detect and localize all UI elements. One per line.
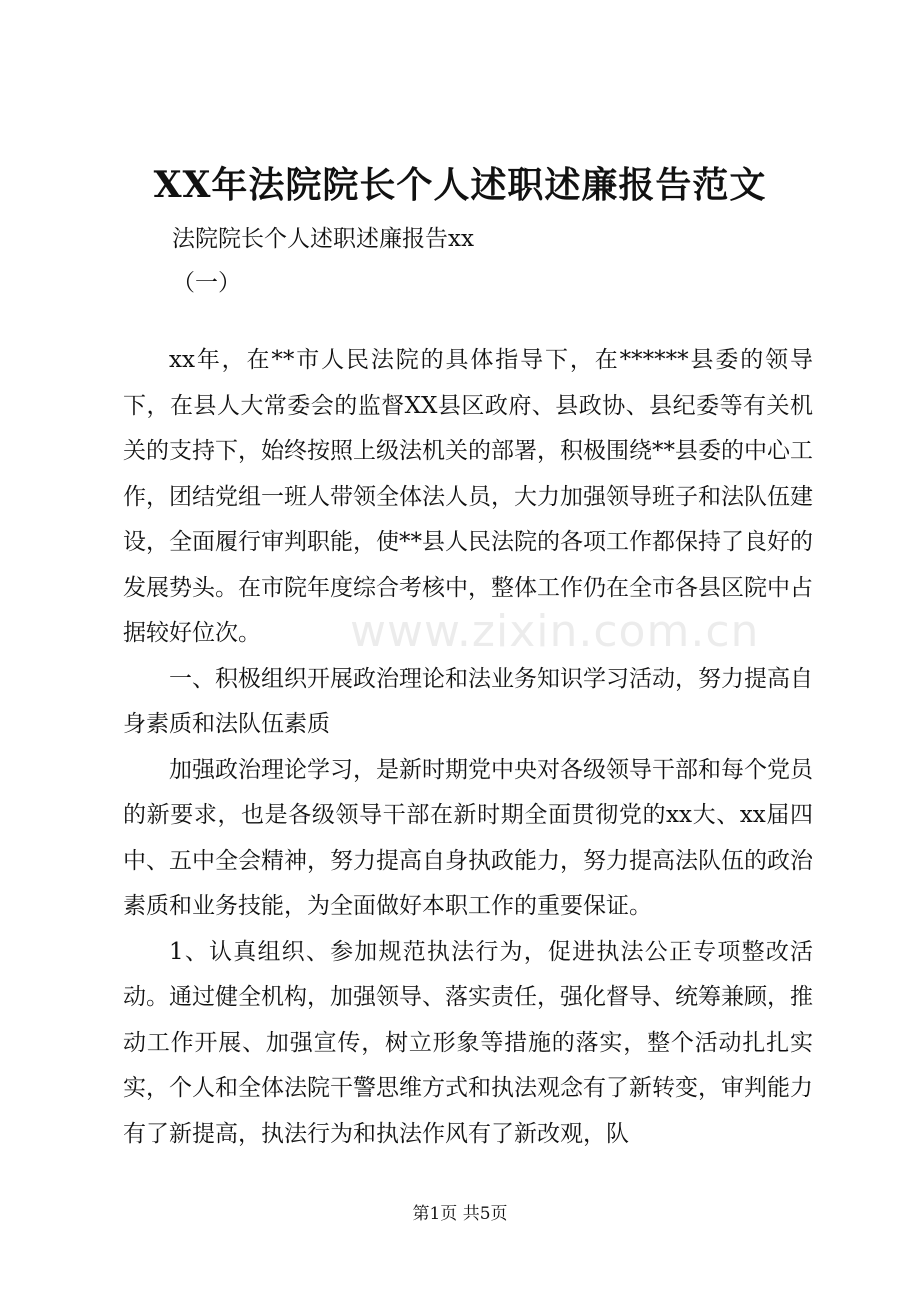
paragraph: 1、认真组织、参加规范执法行为，促进执法公正专项整改活动。通过健全机构，加强领导、落实责任，强化督导、统筹兼顾，推动工作开展、加强宣传，树立形象等措施的落实，整个活动扎扎实实，个人和全体法院干警思维方式和执法观念有了新转变，审判能力有了新提高，执法行为和执法作风有了新改观，队	[123, 938, 813, 1147]
document-subtitle: 法院院长个人述职述廉报告xx	[172, 226, 474, 252]
document-body	[123, 338, 813, 1157]
section-heading: 一、积极组织开展政治理论和法业务知识学习活动，努力提高自身素质和法队伍素质	[123, 665, 813, 737]
paragraph: xx年，在**市人民法院的具体指导下，在******县委的领导下，在县人大常委会的监督XX县区政府、县政协、县纪委等有关机关的支持下，始终按照上级法机关的部署，积极围绕**县委的中心工作，团结党组一班人带领全体法人员，大力加强领导班子和法队伍建设，全面履行审判职能，使**县人民法院的各项工作都保持了良好的发展势头。在市院年度综合考核中，整体工作仍在全市各县区院中占据较好位次。	[123, 347, 813, 646]
section-marker: （一）	[172, 270, 241, 296]
document-title: XX年法院院长个人述职述廉报告范文	[153, 164, 767, 206]
paragraph: 加强政治理论学习，是新时期党中央对各级领导干部和每个党员的新要求，也是各级领导干部在新时期全面贯彻党的xx大、xx届四中、五中全会精神，努力提高自身执政能力，努力提高法队伍的政治素质和业务技能，为全面做好本职工作的重要保证。	[123, 756, 813, 919]
watermark: www.zixin.com.cn	[350, 606, 760, 657]
page-footer: 第1页 共5页	[412, 1204, 508, 1224]
